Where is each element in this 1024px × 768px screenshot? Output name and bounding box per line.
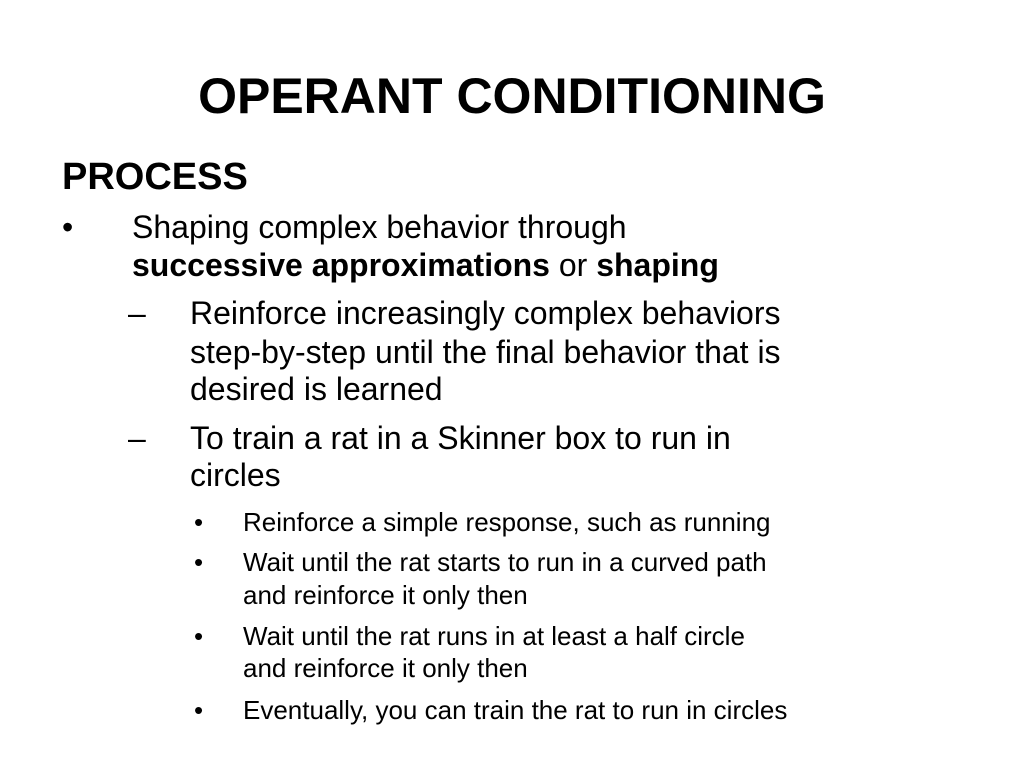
bullet-text-line: Eventually, you can train the rat to run in circles bbox=[243, 695, 788, 725]
bullet-symbol: • bbox=[194, 621, 204, 651]
bullet-text-line: Reinforce a simple response, such as running bbox=[243, 507, 771, 537]
bullet-text-line: step-by-step until the final behavior that is bbox=[190, 334, 781, 370]
bullet-symbol: • bbox=[194, 695, 204, 725]
dash-symbol: – bbox=[128, 420, 146, 456]
bullet-text-line: Wait until the rat starts to run in a curved path bbox=[243, 547, 767, 577]
bullet-text-line: and reinforce it only then bbox=[243, 653, 528, 683]
bullet-text-line: circles bbox=[190, 457, 281, 493]
dash-symbol: – bbox=[128, 295, 146, 331]
section-heading: PROCESS bbox=[62, 156, 248, 198]
bold-term: successive approximations bbox=[132, 247, 550, 283]
bullet-text-line: To train a rat in a Skinner box to run in bbox=[190, 420, 731, 456]
bullet-symbol: • bbox=[194, 547, 204, 577]
bullet-text-line: Wait until the rat runs in at least a half circle bbox=[243, 621, 745, 651]
bullet-symbol: • bbox=[62, 209, 74, 245]
bullet-text-line: Shaping complex behavior through bbox=[132, 209, 627, 245]
bold-term: shaping bbox=[596, 247, 719, 283]
bullet-text-line bbox=[132, 247, 719, 284]
bullet-text-line: Reinforce increasingly complex behaviors bbox=[190, 295, 781, 331]
bullet-symbol: • bbox=[194, 507, 204, 537]
slide-title: OPERANT CONDITIONING bbox=[198, 68, 826, 124]
connector-text: or bbox=[549, 247, 597, 283]
bullet-text-line: and reinforce it only then bbox=[243, 580, 528, 610]
bullet-text-line: desired is learned bbox=[190, 371, 443, 407]
